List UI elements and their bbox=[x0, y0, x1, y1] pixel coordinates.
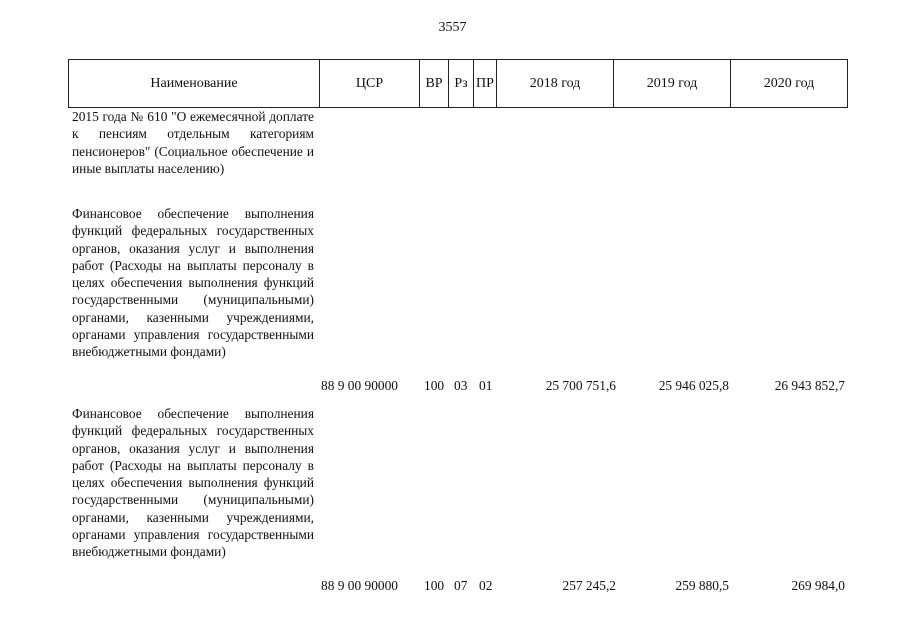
row-vr: 100 bbox=[424, 378, 445, 393]
row-2019: 259 880,5 bbox=[675, 578, 729, 593]
column-header-table bbox=[68, 59, 848, 108]
header-pr: ПР bbox=[474, 60, 497, 108]
header-vr: ВР bbox=[420, 60, 449, 108]
row-name: Финансовое обеспечение выполнения функций федеральных государственных органов, оказания услуг и выполнения работ (Расходы на выплаты персоналу в целях обеспечения выполнения функций государственными (муниципальными) органами, казенными учреждениями, органами управления государственными внебюджетными фондами) bbox=[72, 206, 314, 360]
row-pr: 01 bbox=[479, 378, 493, 393]
header-rz: Рз bbox=[449, 60, 474, 108]
row-2019: 25 946 025,8 bbox=[658, 378, 729, 393]
header-2019: 2019 год bbox=[614, 60, 731, 108]
row-rz: 03 bbox=[454, 378, 468, 393]
row-vr: 100 bbox=[424, 578, 445, 593]
header-csr: ЦСР bbox=[320, 60, 420, 108]
row-csr: 88 9 00 90000 bbox=[321, 578, 398, 593]
row-2020: 26 943 852,7 bbox=[774, 378, 845, 393]
row-rz: 07 bbox=[454, 578, 468, 593]
row-pr: 02 bbox=[479, 578, 493, 593]
header-2018: 2018 год bbox=[497, 60, 614, 108]
row-name: 2015 года № 610 "О ежемесячной доплате к пенсиям отдельным категориям пенсионеров" (Социальное обеспечение и иные выплаты населению) bbox=[72, 109, 314, 176]
row-2018: 257 245,2 bbox=[562, 578, 616, 593]
header-2020: 2020 год bbox=[731, 60, 848, 108]
header-name: Наименование bbox=[69, 60, 320, 108]
page-number: 3557 bbox=[438, 20, 467, 35]
row-2018: 25 700 751,6 bbox=[545, 378, 616, 393]
row-csr: 88 9 00 90000 bbox=[321, 378, 398, 393]
row-2020: 269 984,0 bbox=[791, 578, 845, 593]
row-name: Финансовое обеспечение выполнения функций федеральных государственных органов, оказания услуг и выполнения работ (Расходы на выплаты персоналу в целях обеспечения выполнения функций государственными (муниципальными) органами, казенными учреждениями, органами управления государственными внебюджетными фондами) bbox=[72, 406, 314, 560]
